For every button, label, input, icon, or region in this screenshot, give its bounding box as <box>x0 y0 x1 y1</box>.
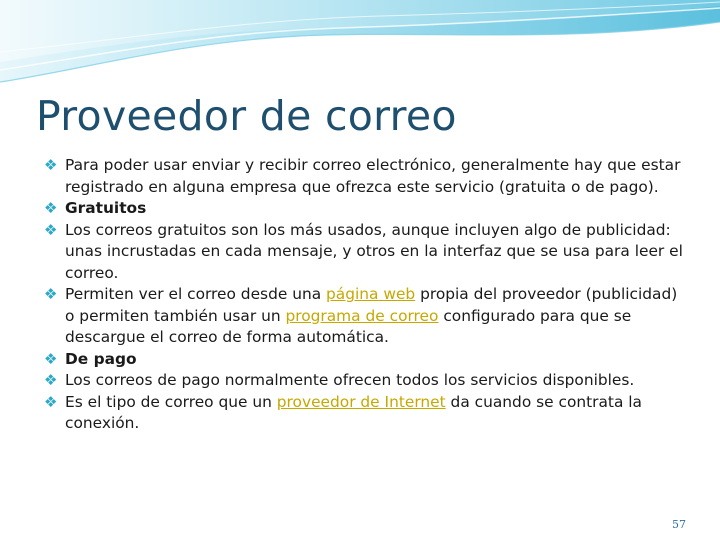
bullet-icon: ❖ <box>44 349 58 368</box>
bullet-list <box>44 155 684 435</box>
list-item: ❖ Permiten ver el correo desde una página web propia del proveedor (publicidad) o permiten también usar un programa de correo configurado para que se descargue el correo de forma automática. <box>44 285 678 346</box>
list-item-heading-de-pago: ❖ De pago <box>44 349 684 371</box>
list-item: ❖ Los correos de pago normalmente ofrecen todos los servicios disponibles. <box>44 370 684 392</box>
list-item-heading-gratuitos: ❖ Gratuitos <box>44 198 684 220</box>
bullet-icon: ❖ <box>44 392 58 411</box>
list-item: ❖ Los correos gratuitos son los más usados, aunque incluyen algo de publicidad: unas incrustadas en cada mensaje, y otros en la interfaz que se usa para leer el correo. <box>44 220 683 282</box>
page-number: 57 <box>672 518 686 531</box>
link-pagina-web[interactable]: página web <box>326 285 416 303</box>
bullet-icon: ❖ <box>44 285 58 303</box>
bullet-icon: ❖ <box>44 220 58 239</box>
list-item: ❖ Para poder usar enviar y recibir correo electrónico, generalmente hay que estar registrado en alguna empresa que ofrezca este servicio (gratuita o de pago). <box>44 156 681 196</box>
bullet-icon: ❖ <box>44 156 58 174</box>
slide-title: Proveedor de correo <box>36 92 457 140</box>
link-proveedor-de-internet[interactable]: proveedor de Internet <box>276 392 446 411</box>
bullet-icon: ❖ <box>44 199 58 217</box>
bullet-icon: ❖ <box>44 371 58 389</box>
list-item: ❖ Es el tipo de correo que un proveedor de Internet da cuando se contrata la conexión. <box>44 392 642 432</box>
link-programa-de-correo[interactable]: programa de correo <box>285 306 439 325</box>
